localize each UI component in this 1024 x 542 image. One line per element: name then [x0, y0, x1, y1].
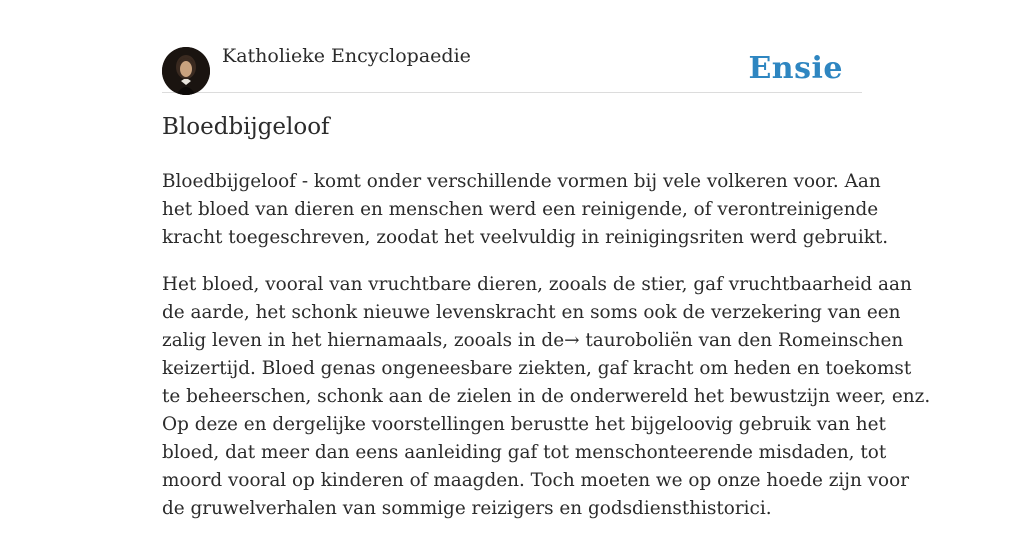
- text-line: keizertijd. Bloed genas ongeneesbare ziekten, gaf kracht om heden en toekomst: [162, 358, 912, 379]
- text-line: Op deze en dergelijke voorstellingen berustte het bijgeloovig gebruik van het: [162, 414, 886, 435]
- article-paragraph-1: [162, 168, 889, 252]
- text-line: kracht toegeschreven, zoodat het veelvuldig in reinigingsriten werd gebruikt.: [162, 227, 889, 248]
- page-container: [162, 0, 931, 519]
- text-line: moord vooral op kinderen of maagden. Toch moeten we op onze hoede zijn voor: [162, 470, 909, 491]
- portrait-icon[interactable]: [162, 47, 210, 95]
- header: [162, 0, 862, 93]
- page-title: Bloedbijgeloof: [162, 114, 330, 140]
- source-name[interactable]: Katholieke Encyclopaedie: [222, 45, 471, 67]
- brand-logo[interactable]: Ensie: [748, 51, 843, 86]
- text-line: Bloedbijgeloof - komt onder verschillende vormen bij vele volkeren voor. Aan: [162, 171, 881, 192]
- article-paragraph-2: [162, 271, 931, 523]
- article-body: [162, 168, 931, 542]
- text-line: bloed, dat meer dan eens aanleiding gaf tot menschonteerende misdaden, tot: [162, 442, 887, 463]
- text-line: Het bloed, vooral van vruchtbare dieren, zooals de stier, gaf vruchtbaarheid aan: [162, 274, 912, 295]
- text-line: te beheerschen, schonk aan de zielen in de onderwereld het bewustzijn weer, enz.: [162, 386, 931, 407]
- text-line: zalig leven in het hiernamaals, zooals in de→ tauroboliën van den Romeinschen: [162, 330, 904, 351]
- text-line: de gruwelverhalen van sommige reizigers en godsdiensthistorici.: [162, 498, 772, 519]
- text-line: het bloed van dieren en menschen werd een reinigende, of verontreinigende: [162, 199, 879, 220]
- text-line: de aarde, het schonk nieuwe levenskracht en soms ook de verzekering van een: [162, 302, 901, 323]
